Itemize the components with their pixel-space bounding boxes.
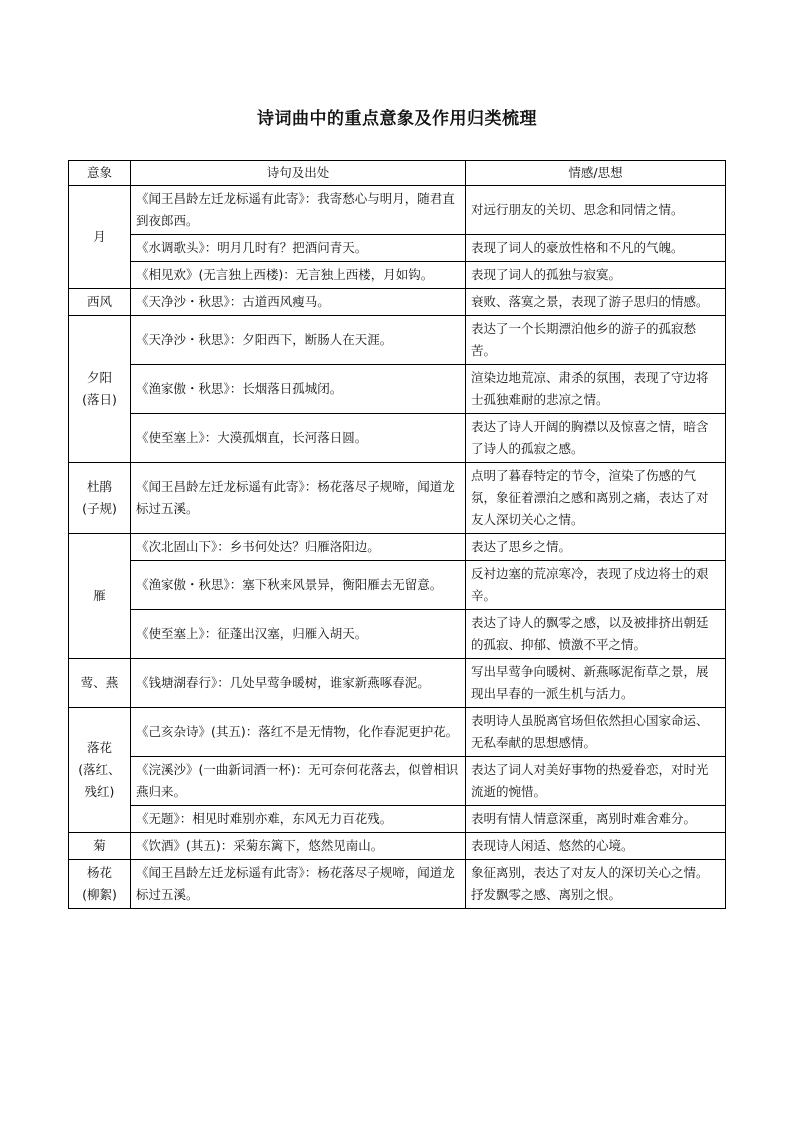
imagery-label: 莺、燕 [80,675,119,690]
imagery-cell [69,316,131,463]
table-row [69,289,726,316]
header-emotion: 情感/思想 [466,161,726,186]
imagery-label: 雁 [93,588,106,603]
poem-cell: 《次北固山下》：乡书何处达？归雁洛阳边。 [131,534,466,561]
emotion-cell: 表达了诗人开阔的胸襟以及惊喜之情，暗含了诗人的孤寂之感。 [466,414,726,463]
emotion-cell: 对远行朋友的关切、思念和同情之情。 [466,186,726,235]
imagery-label: 落花 [86,740,112,755]
poem-cell: 《无题》：相见时难别亦难，东风无力百花残。 [131,806,466,833]
emotion-cell: 表达了词人对美好事物的热爱眷恋，对时光流逝的惋惜。 [466,757,726,806]
table-row [69,534,726,561]
emotion-cell: 渲染边地荒凉、肃杀的氛围，表现了守边将士孤独难耐的悲凉之情。 [466,365,726,414]
poem-cell: 《天净沙・秋思》：夕阳西下，断肠人在天涯。 [131,316,466,365]
table-body [69,161,726,909]
table-row [69,235,726,262]
emotion-cell: 反衬边塞的荒凉寒冷，表现了戍边将士的艰辛。 [466,561,726,610]
imagery-label: (柳絮) [82,887,117,902]
emotion-cell: 表明有情人情意深重，离别时难舍难分。 [466,806,726,833]
imagery-cell [69,186,131,289]
table-row [69,860,726,909]
poem-cell: 《相见欢》(无言独上西楼)：无言独上西楼，月如钩。 [131,262,466,289]
imagery-cell [69,659,131,708]
poem-cell: 《渔家傲・秋思》：塞下秋来风景异，衡阳雁去无留意。 [131,561,466,610]
imagery-label: 菊 [93,838,106,853]
poem-cell: 《天净沙・秋思》：古道西风瘦马。 [131,289,466,316]
table-row [69,186,726,235]
imagery-label: (落红、 [78,762,121,777]
imagery-table [68,160,726,909]
table-row [69,610,726,659]
emotion-cell: 表达了诗人的飘零之感，以及被排挤出朝廷的孤寂、抑郁、愤激不平之情。 [466,610,726,659]
emotion-cell: 写出早莺争向暖树、新燕啄泥衔草之景，展现出早春的一派生机与活力。 [466,659,726,708]
poem-cell: 《己亥杂诗》(其五)：落红不是无情物，化作春泥更护花。 [131,708,466,757]
emotion-cell: 表明诗人虽脱离官场但依然担心国家命运、无私奉献的思想感情。 [466,708,726,757]
emotion-cell: 衰败、落寞之景，表现了游子思归的情感。 [466,289,726,316]
imagery-cell [69,534,131,659]
poem-cell: 《使至塞上》：征蓬出汉塞，归雁入胡天。 [131,610,466,659]
emotion-cell: 表现诗人闲适、悠然的心境。 [466,833,726,860]
poem-cell: 《钱塘湖春行》：几处早莺争暖树，谁家新燕啄春泥。 [131,659,466,708]
imagery-cell [69,860,131,909]
emotion-cell: 象征离别，表达了对友人的深切关心之情。抒发飘零之感、离别之恨。 [466,860,726,909]
emotion-cell: 表达了思乡之情。 [466,534,726,561]
imagery-label: 杨花 [86,865,112,880]
page-title: 诗词曲中的重点意象及作用归类梳理 [257,109,537,129]
table-row [69,659,726,708]
table-row [69,463,726,534]
imagery-label: (落日) [82,392,117,407]
imagery-label: 月 [93,229,106,244]
table-row [69,414,726,463]
imagery-label: 残红) [84,784,115,799]
table-header-row [69,161,726,186]
imagery-label: (子规) [82,501,117,516]
poem-cell: 《浣溪沙》(一曲新词酒一杯)：无可奈何花落去，似曾相识燕归来。 [131,757,466,806]
header-imagery: 意象 [69,161,131,186]
table-row [69,708,726,757]
table-row [69,316,726,365]
imagery-label: 杜鹃 [86,479,112,494]
table-row [69,365,726,414]
table-row [69,833,726,860]
emotion-cell: 点明了暮春特定的节令，渲染了伤感的气氛，象征着漂泊之感和离别之痛，表达了对友人深切关心之情。 [466,463,726,534]
imagery-label: 夕阳 [86,370,112,385]
poem-cell: 《水调歌头》：明月几时有？把酒问青天。 [131,235,466,262]
poem-cell: 《饮酒》(其五)：采菊东篱下，悠然见南山。 [131,833,466,860]
emotion-cell: 表达了一个长期漂泊他乡的游子的孤寂愁苦。 [466,316,726,365]
table-row [69,757,726,806]
poem-cell: 《使至塞上》：大漠孤烟直，长河落日圆。 [131,414,466,463]
imagery-cell [69,289,131,316]
poem-cell: 《闻王昌龄左迁龙标遥有此寄》：杨花落尽子规啼，闻道龙标过五溪。 [131,463,466,534]
table-row [69,561,726,610]
poem-cell: 《闻王昌龄左迁龙标遥有此寄》：我寄愁心与明月，随君直到夜郎西。 [131,186,466,235]
emotion-cell: 表现了词人的豪放性格和不凡的气魄。 [466,235,726,262]
imagery-cell [69,463,131,534]
header-poem: 诗句及出处 [131,161,466,186]
poem-cell: 《渔家傲・秋思》：长烟落日孤城闭。 [131,365,466,414]
imagery-cell [69,833,131,860]
table-row [69,806,726,833]
emotion-cell: 表现了词人的孤独与寂寞。 [466,262,726,289]
imagery-label: 西风 [86,294,112,309]
imagery-cell [69,708,131,833]
poem-cell: 《闻王昌龄左迁龙标遥有此寄》：杨花落尽子规啼，闻道龙标过五溪。 [131,860,466,909]
table-row [69,262,726,289]
